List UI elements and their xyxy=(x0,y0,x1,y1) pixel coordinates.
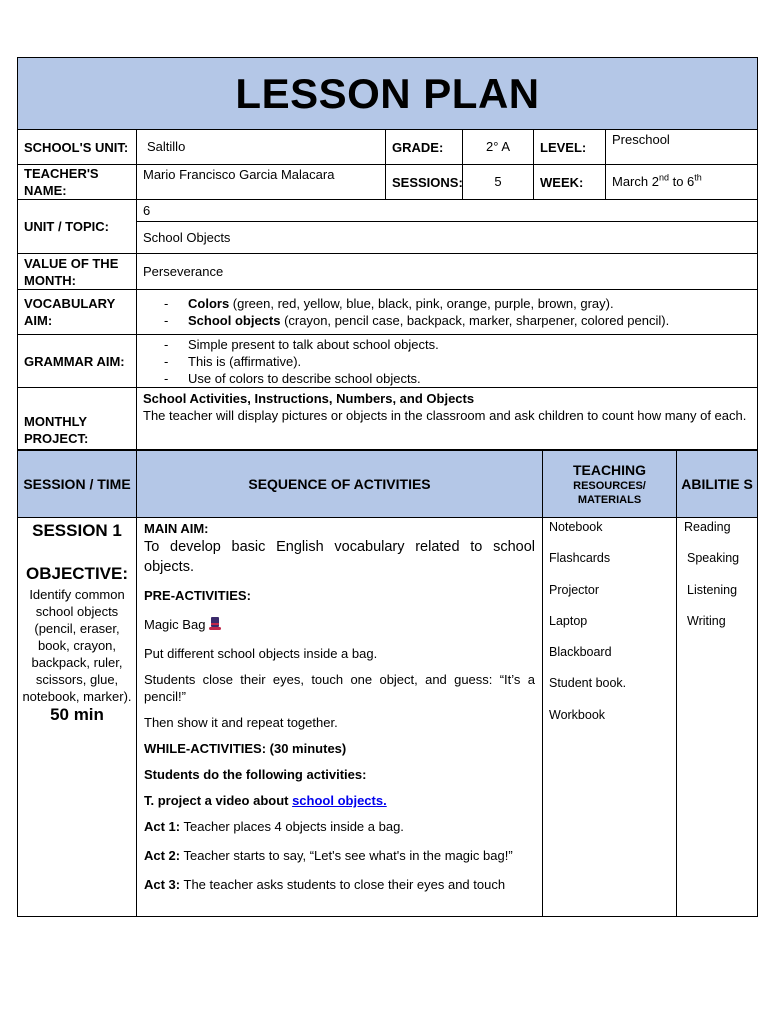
vocabulary-label: VOCABULARY AIM: xyxy=(18,290,137,335)
activity-step xyxy=(144,818,535,835)
resources-cell xyxy=(543,518,677,917)
activity-text: The teacher asks students to close their eyes and touch xyxy=(180,877,506,892)
resource-item: Blackboard xyxy=(549,645,612,660)
ability-item: Speaking xyxy=(687,551,740,566)
project-label: MONTHLY PROJECT: xyxy=(18,388,137,450)
while-activities-label: WHILE-ACTIVITIES: (30 minutes) xyxy=(144,741,347,756)
pre-activity-step: Then show it and repeat together. xyxy=(144,715,338,730)
school-unit-value: Saltillo xyxy=(137,130,386,165)
school-unit-label: SCHOOL'S UNIT: xyxy=(18,130,137,165)
activity-label: Act 2: xyxy=(144,848,181,863)
activities-table xyxy=(17,450,758,917)
resource-item: Projector xyxy=(549,582,600,597)
activity-text: Teacher places 4 objects inside a bag. xyxy=(180,819,404,834)
sequence-header: SEQUENCE OF ACTIVITIES xyxy=(137,451,543,518)
lesson-plan-table xyxy=(17,57,758,450)
grammar-item: - Simple present to talk about school objects. xyxy=(164,336,757,353)
week-value xyxy=(606,165,758,200)
objective-text: Identify common school objects (pencil, eraser, book, crayon, backpack, ruler, scissors, glue, notebook, marker). xyxy=(22,587,132,704)
lesson-plan-sheet xyxy=(17,57,757,917)
sequence-cell xyxy=(137,518,543,917)
level-label: LEVEL: xyxy=(534,130,606,165)
ability-item: Listening xyxy=(687,582,738,597)
resource-item: Notebook xyxy=(549,520,603,534)
resource-item: Flashcards xyxy=(549,551,611,566)
grammar-label: GRAMMAR AIM: xyxy=(18,335,137,388)
vocabulary-content xyxy=(137,290,758,335)
school-objects-video-link[interactable]: school objects. xyxy=(292,793,387,808)
vocabulary-item-title: Colors xyxy=(188,296,230,311)
session-name: SESSION 1 xyxy=(32,521,122,540)
document-title: LESSON PLAN xyxy=(18,58,758,130)
video-instruction: T. project a video about xyxy=(144,793,293,808)
session-row xyxy=(18,518,758,917)
session-duration: 50 min xyxy=(50,705,104,724)
unit-topic: School Objects xyxy=(137,222,758,254)
project-content xyxy=(137,388,758,450)
teacher-value: Mario Francisco Garcia Malacara xyxy=(137,165,386,200)
grade-label: GRADE: xyxy=(386,130,463,165)
magic-hat-icon xyxy=(209,617,221,631)
vocabulary-row xyxy=(18,290,758,335)
project-description: The teacher will display pictures or objects in the classroom and ask children to count how many of each. xyxy=(143,408,747,423)
session-cell xyxy=(18,518,137,917)
vocabulary-list xyxy=(137,295,757,329)
magic-bag-line xyxy=(144,616,535,633)
value-row xyxy=(18,254,758,290)
abilities-cell xyxy=(677,518,758,917)
activities-header-row xyxy=(18,451,758,518)
grammar-list xyxy=(137,336,757,387)
ability-item: Reading xyxy=(684,520,731,534)
week-end: to 6 xyxy=(668,174,695,189)
week-start-suffix: nd xyxy=(658,172,669,183)
resource-item: Workbook xyxy=(549,707,606,722)
video-line xyxy=(144,792,535,809)
activity-step xyxy=(144,876,535,893)
teacher-row xyxy=(18,165,758,200)
ability-item: Writing xyxy=(687,613,726,628)
vocabulary-item-title: School objects xyxy=(188,313,281,328)
grade-value: 2° A xyxy=(463,130,534,165)
project-row xyxy=(18,388,758,450)
students-do-label: Students do the following activities: xyxy=(144,767,367,782)
objective-label: OBJECTIVE: xyxy=(25,564,129,583)
week-end-suffix: th xyxy=(694,172,702,183)
session-time-header: SESSION / TIME xyxy=(18,451,137,518)
teaching-header: TEACHING xyxy=(572,462,647,478)
pre-activity-step: Students close their eyes, touch one object, and guess: “It’s a pencil!” xyxy=(144,672,535,704)
week-start: March 2 xyxy=(612,174,659,189)
week-label: WEEK: xyxy=(534,165,606,200)
grammar-row xyxy=(18,335,758,388)
sessions-value: 5 xyxy=(463,165,534,200)
grammar-item: - This is (affirmative). xyxy=(164,353,757,370)
resource-item: Student book. xyxy=(549,676,627,691)
vocabulary-item xyxy=(164,312,757,329)
level-value: Preschool xyxy=(606,130,758,165)
unit-topic-label: UNIT / TOPIC: xyxy=(18,200,137,254)
school-unit-row xyxy=(18,130,758,165)
value-label: VALUE OF THE MONTH: xyxy=(18,254,137,290)
pre-activities-label: PRE-ACTIVITIES: xyxy=(144,588,251,603)
activity-step xyxy=(144,847,535,864)
activity-text: Teacher starts to say, “Let's see what's in the magic bag!” xyxy=(180,848,513,863)
resource-item: Laptop xyxy=(549,613,588,628)
magic-bag-title: Magic Bag xyxy=(144,617,206,632)
activity-label: Act 3: xyxy=(144,877,181,892)
pre-activity-step: Put different school objects inside a bag. xyxy=(144,646,378,661)
teacher-label: TEACHER'S NAME: xyxy=(18,165,137,200)
value-text: Perseverance xyxy=(137,254,758,290)
grammar-content xyxy=(137,335,758,388)
project-title: School Activities, Instructions, Numbers, and Objects xyxy=(143,391,475,406)
unit-number-row xyxy=(18,200,758,222)
vocabulary-item xyxy=(164,295,757,312)
vocabulary-item-text: (green, red, yellow, blue, black, pink, orange, purple, brown, gray). xyxy=(229,296,614,311)
unit-number: 6 xyxy=(137,200,758,222)
main-aim-text: To develop basic English vocabulary related to school objects. xyxy=(144,539,535,575)
resources-header: RESOURCES/ MATERIALS xyxy=(573,480,646,506)
abilities-header: ABILITIE S xyxy=(677,451,758,518)
teaching-resources-header xyxy=(543,451,677,518)
sessions-label: SESSIONS: xyxy=(386,165,463,200)
title-row xyxy=(18,58,758,130)
grammar-item: - Use of colors to describe school objects. xyxy=(164,370,757,387)
vocabulary-item-text: (crayon, pencil case, backpack, marker, sharpener, colored pencil). xyxy=(280,313,670,328)
main-aim-label: MAIN AIM: xyxy=(144,521,209,536)
activity-label: Act 1: xyxy=(144,819,181,834)
